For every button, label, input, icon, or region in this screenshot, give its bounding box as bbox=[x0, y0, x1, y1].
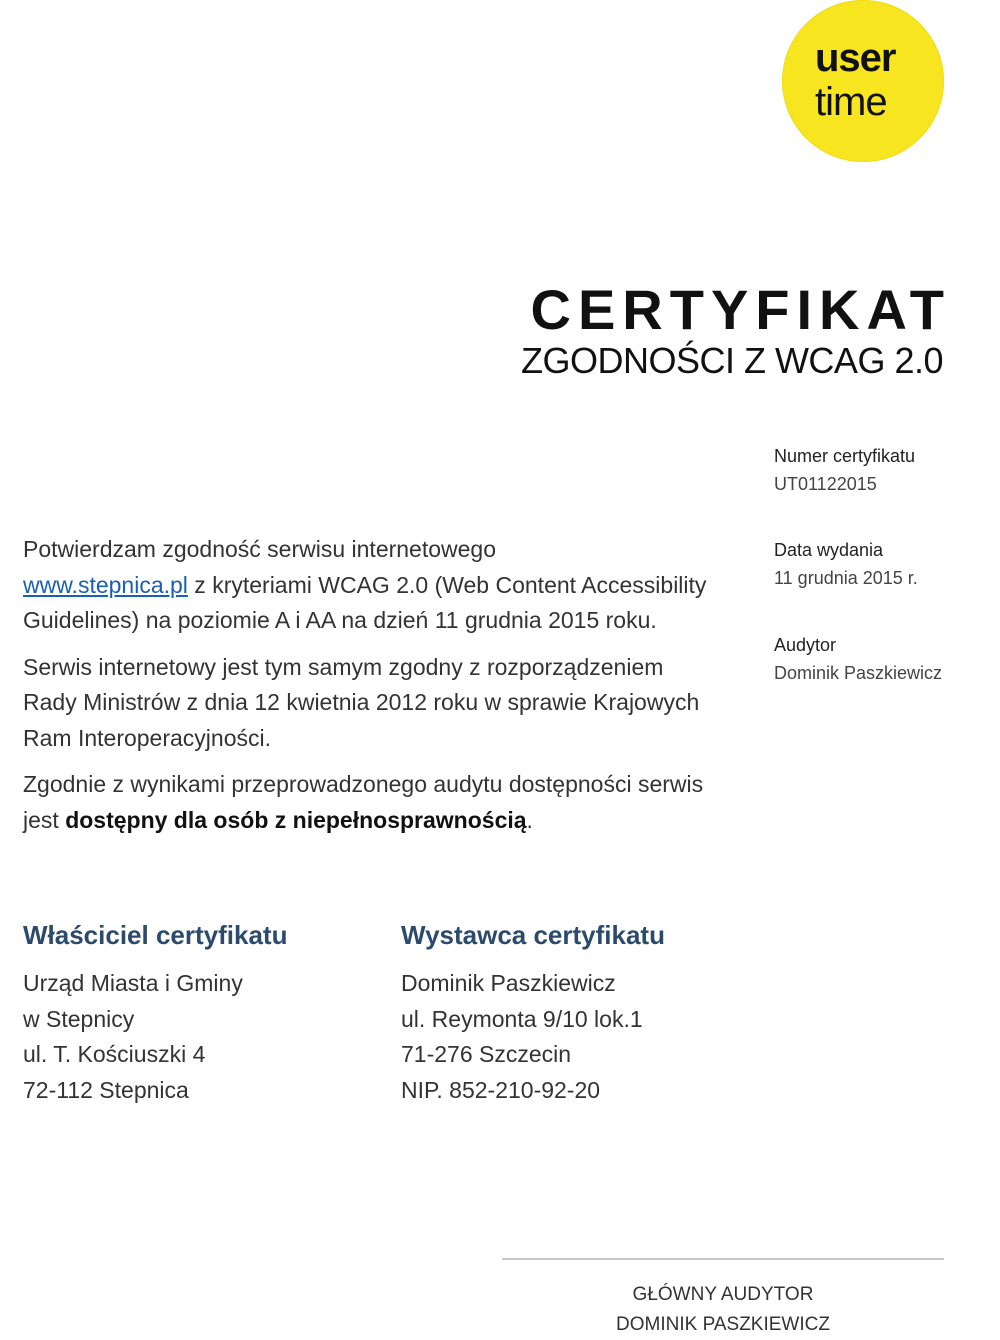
auditor-block bbox=[774, 633, 989, 685]
issue-date-value: 11 grudnia 2015 r. bbox=[774, 568, 918, 588]
certificate-title: CERTYFIKAT bbox=[530, 278, 951, 341]
issue-date-label: Data wydania bbox=[774, 540, 884, 560]
owner-line: ul. T. Kościuszki 4 bbox=[23, 1041, 206, 1067]
certificate-issuer-block bbox=[401, 918, 781, 1108]
certificate-owner-block bbox=[23, 918, 383, 1108]
issue-date-block bbox=[774, 538, 989, 590]
owner-heading: Właściciel certyfikatu bbox=[23, 920, 288, 950]
logo-text-user: user bbox=[815, 36, 896, 80]
issuer-line: Dominik Paszkiewicz bbox=[401, 970, 616, 996]
auditor-value: Dominik Paszkiewicz bbox=[774, 663, 943, 683]
certificate-number-block bbox=[774, 444, 989, 496]
issuer-line: NIP. 852-210-92-20 bbox=[401, 1076, 601, 1103]
certificate-number-label: Numer certyfikatu bbox=[774, 446, 916, 466]
body-p1-rest: z kryteriami WCAG 2.0 (Web Content Accessibility Guidelines) na poziomie A i AA na dzień 11 grudnia 2015 roku. bbox=[23, 571, 707, 633]
signature-role: GŁÓWNY AUDYTOR bbox=[632, 1284, 814, 1305]
body-paragraph-2: Serwis internetowy jest tym samym zgodny z rozporządzeniem Rady Ministrów z dnia 12 kwietnia 2012 roku w sprawie Krajowych Ram Interoperacyjności. bbox=[23, 653, 700, 751]
certificate-number-value: UT01122015 bbox=[774, 474, 877, 494]
body-paragraph-1 bbox=[23, 532, 713, 639]
body-p3-end: . bbox=[526, 806, 533, 833]
certificate-subtitle: ZGODNOŚCI Z WCAG 2.0 bbox=[520, 340, 943, 381]
owner-line: w Stepnicy bbox=[23, 1005, 135, 1032]
issuer-heading: Wystawca certyfikatu bbox=[401, 920, 665, 950]
auditor-label: Audytor bbox=[774, 635, 837, 655]
body-p3-intro: Zgodnie z wynikami przeprowadzonego audytu dostępności serwis jest bbox=[23, 771, 704, 833]
website-link[interactable]: www.stepnica.pl bbox=[23, 571, 188, 598]
signature-name: DOMINIK PASZKIEWICZ bbox=[616, 1314, 830, 1335]
owner-line: Urząd Miasta i Gminy bbox=[23, 970, 243, 996]
signature-line bbox=[502, 1258, 944, 1260]
issuer-line: ul. Reymonta 9/10 lok.1 bbox=[401, 1005, 643, 1032]
accessibility-statement: dostępny dla osób z niepełnosprawnością bbox=[65, 806, 527, 833]
usertime-logo bbox=[782, 0, 944, 162]
owner-line: 72-112 Stepnica bbox=[23, 1076, 189, 1103]
body-p1-intro: Potwierdzam zgodność serwisu internetowego bbox=[23, 536, 497, 562]
logo-text-time: time bbox=[815, 80, 887, 124]
body-paragraph-3 bbox=[23, 767, 713, 838]
certificate-body bbox=[23, 532, 713, 849]
signature-caption bbox=[502, 1280, 944, 1340]
issuer-line: 71-276 Szczecin bbox=[401, 1041, 572, 1067]
